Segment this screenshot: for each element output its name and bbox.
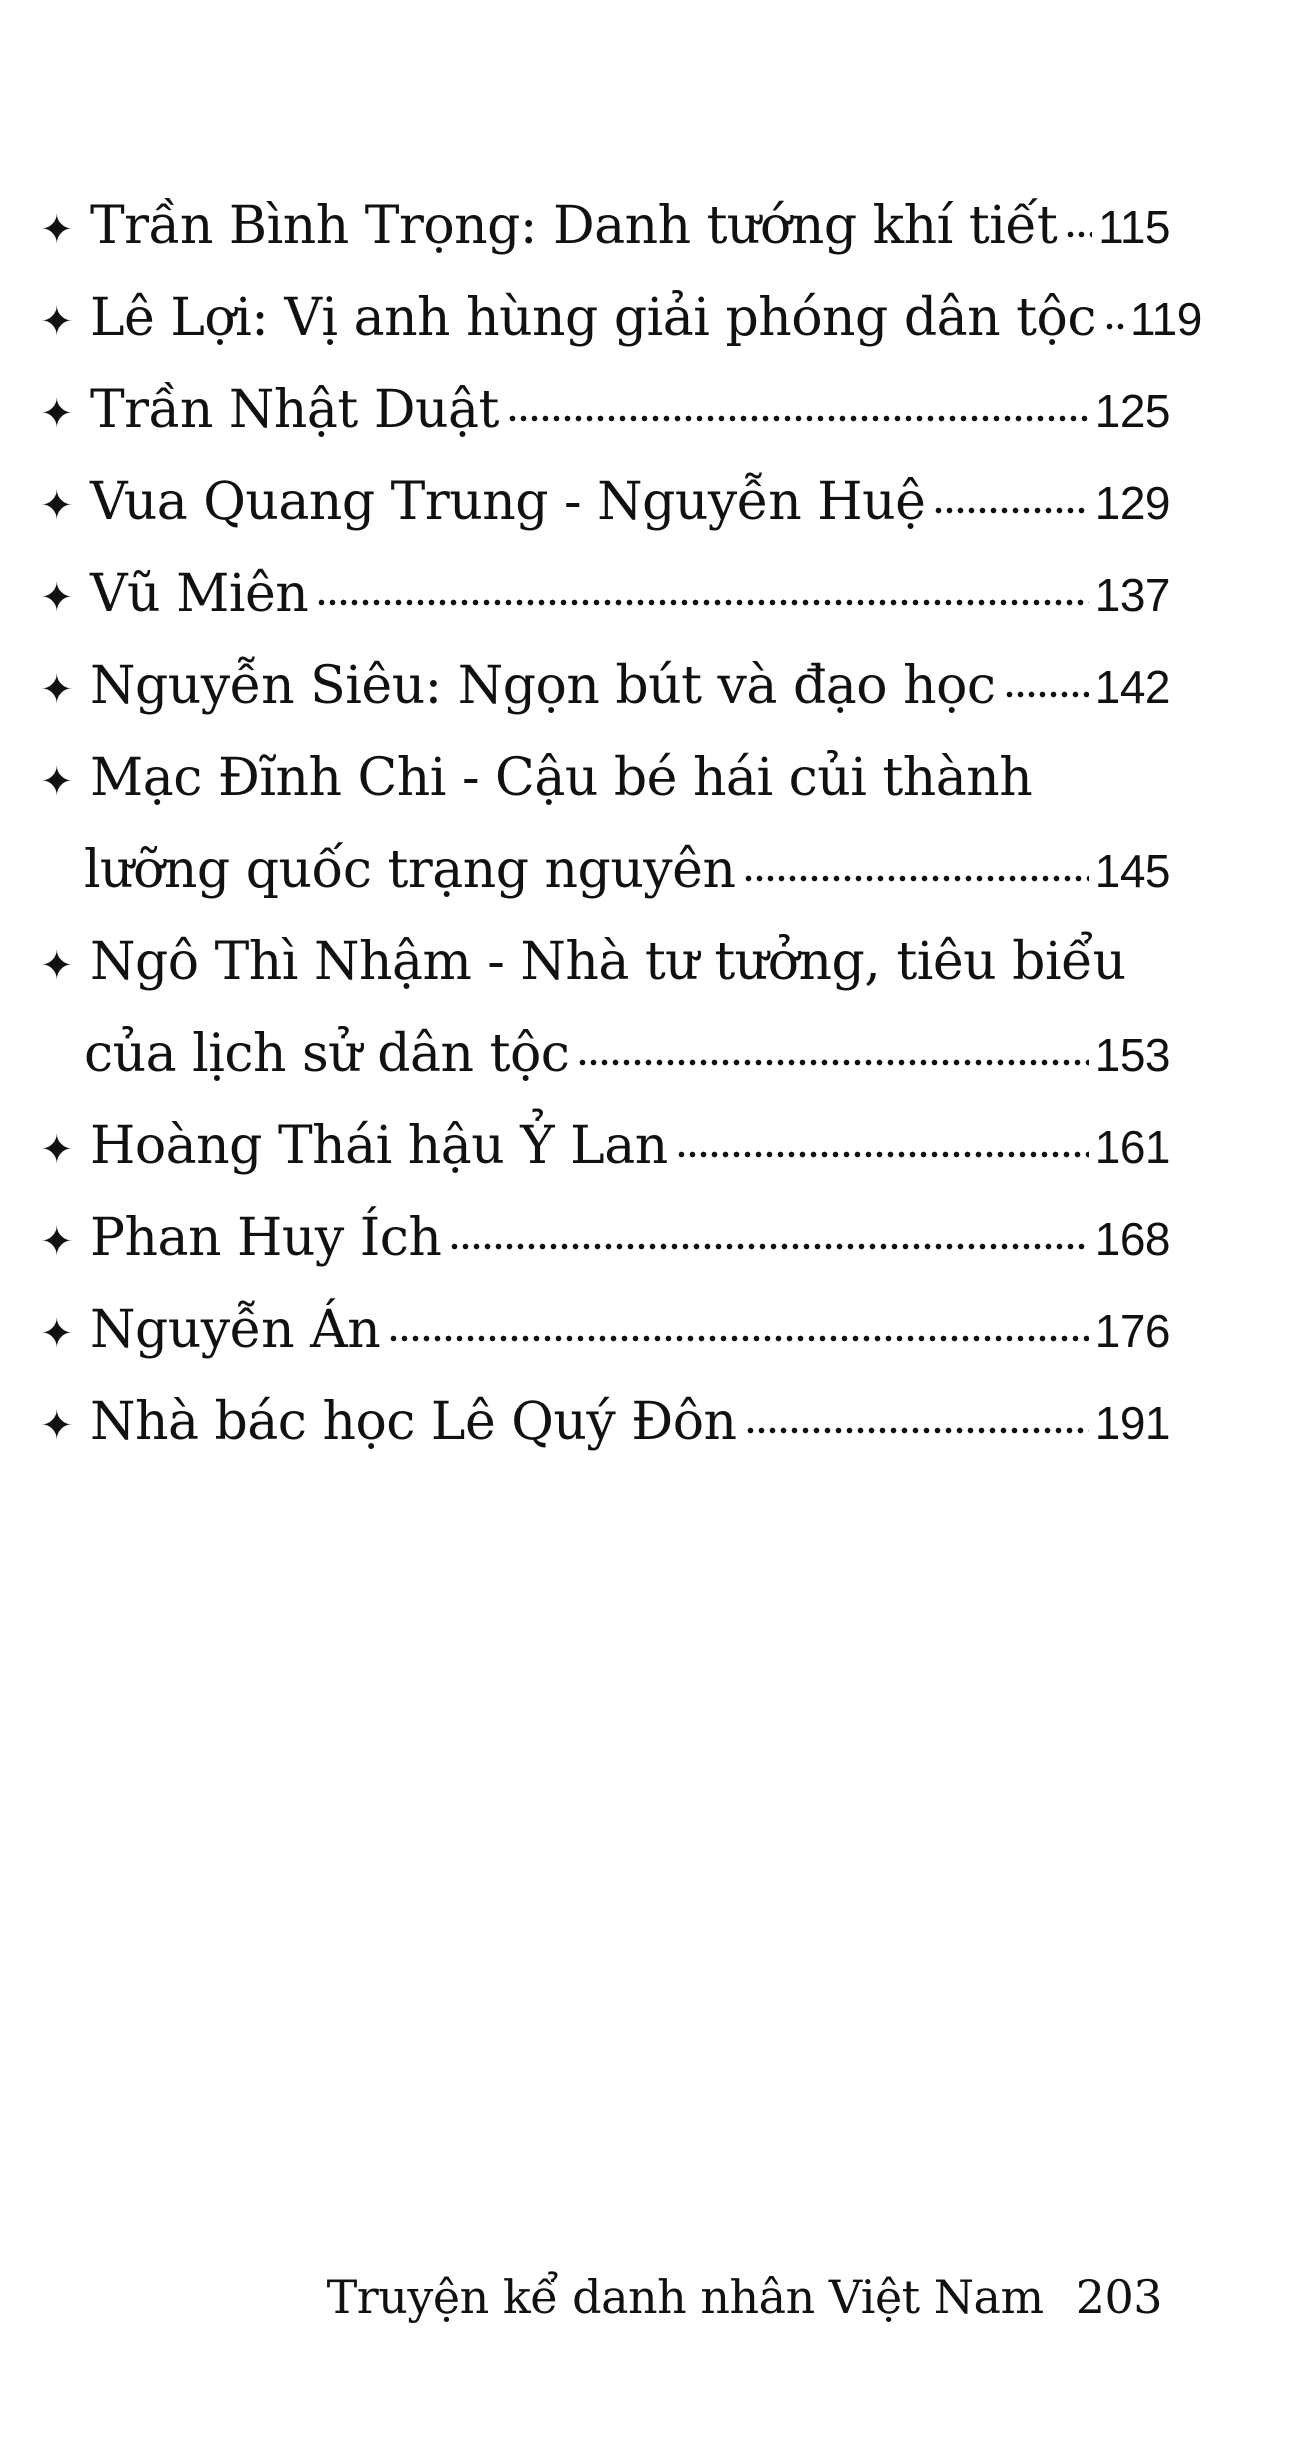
- four-point-star-icon: ✦: [40, 1403, 74, 1449]
- toc-entry-title: Vũ Miên: [90, 564, 309, 624]
- toc-entry-line: [40, 272, 1202, 364]
- toc-entry-line: [40, 1192, 1170, 1284]
- toc-entry-title: Vua Quang Trung - Nguyễn Huệ: [90, 472, 926, 532]
- toc-entry-page-number: 125: [1094, 385, 1170, 437]
- dot-leader: [676, 1143, 1089, 1163]
- four-point-star-icon: ✦: [40, 1311, 74, 1357]
- footer-book-title: Truyện kể danh nhân Việt Nam: [326, 2270, 1044, 2324]
- dot-leader: [1004, 683, 1089, 703]
- dot-leader: [1065, 223, 1092, 243]
- dot-leader: [316, 591, 1089, 611]
- toc-entry-page-number: 142: [1094, 661, 1170, 713]
- toc-entry-line: [40, 640, 1170, 732]
- toc-entry-title: của lịch sử dân tộc: [84, 1024, 570, 1084]
- four-point-star-icon: ✦: [40, 299, 74, 345]
- toc-entry-title: Mạc Đĩnh Chi - Cậu bé hái củi thành: [90, 748, 1033, 808]
- toc-entry-page-number: 129: [1094, 477, 1170, 529]
- four-point-star-icon: ✦: [40, 759, 74, 805]
- four-point-star-icon: ✦: [40, 575, 74, 621]
- toc-entry: [40, 916, 1170, 1100]
- toc-entry-title: lưỡng quốc trạng nguyên: [84, 840, 736, 900]
- table-of-contents: [40, 180, 1202, 1468]
- toc-entry-page-number: 176: [1094, 1305, 1170, 1357]
- toc-entry-title: Ngô Thì Nhậm - Nhà tư tưởng, tiêu biểu: [90, 932, 1126, 992]
- dot-leader: [507, 407, 1089, 427]
- four-point-star-icon: ✦: [40, 1219, 74, 1265]
- toc-entry: [40, 272, 1202, 364]
- toc-entry-line: [40, 364, 1170, 456]
- toc-entry-line: [40, 916, 1170, 1008]
- toc-entry-page-number: 137: [1094, 569, 1170, 621]
- toc-entry-title: Trần Bình Trọng: Danh tướng khí tiết: [90, 196, 1058, 256]
- dot-leader: [388, 1327, 1089, 1347]
- four-point-star-icon: ✦: [40, 391, 74, 437]
- toc-entry-title: Lê Lợi: Vị anh hùng giải phóng dân tộc: [90, 288, 1096, 348]
- dot-leader: [449, 1235, 1088, 1255]
- toc-entry-page-number: 153: [1094, 1029, 1170, 1081]
- toc-entry-line: [40, 548, 1170, 640]
- toc-entry-page-number: 191: [1094, 1397, 1170, 1449]
- toc-entry-page-number: 145: [1094, 845, 1170, 897]
- toc-entry-page-number: 168: [1094, 1213, 1170, 1265]
- toc-entry-line: [40, 732, 1170, 824]
- toc-entry-title: Trần Nhật Duật: [90, 380, 499, 440]
- toc-entry-page-number: 119: [1129, 293, 1202, 345]
- toc-entry-line: [40, 1100, 1170, 1192]
- toc-entry: [40, 640, 1170, 732]
- dot-leader: [577, 1051, 1088, 1071]
- toc-entry-title: Nguyễn Siêu: Ngọn bút và đạo học: [90, 656, 996, 716]
- toc-entry: [40, 1192, 1170, 1284]
- toc-entry: [40, 180, 1170, 272]
- toc-entry-page-number: 161: [1094, 1121, 1170, 1173]
- dot-leader: [1104, 315, 1124, 335]
- toc-entry: [40, 1100, 1170, 1192]
- toc-entry: [40, 1284, 1170, 1376]
- toc-entry-line: [40, 824, 1170, 916]
- toc-entry: [40, 364, 1170, 456]
- toc-entry-title: Phan Huy Ích: [90, 1208, 442, 1268]
- toc-entry-title: Nhà bác học Lê Quý Đôn: [90, 1392, 737, 1452]
- toc-entry-page-number: 115: [1098, 201, 1170, 253]
- dot-leader: [745, 1419, 1089, 1439]
- page-footer: [327, 2270, 1162, 2324]
- dot-leader: [743, 867, 1088, 887]
- toc-entry-title: Hoàng Thái hậu Ỷ Lan: [90, 1116, 668, 1176]
- toc-entry-line: [40, 1284, 1170, 1376]
- toc-entry-line: [40, 1376, 1170, 1468]
- four-point-star-icon: ✦: [40, 207, 74, 253]
- toc-entry: [40, 732, 1170, 916]
- toc-entry-title: Nguyễn Án: [90, 1300, 381, 1360]
- four-point-star-icon: ✦: [40, 667, 74, 713]
- four-point-star-icon: ✦: [40, 483, 74, 529]
- dot-leader: [933, 499, 1088, 519]
- toc-entry: [40, 456, 1170, 548]
- toc-entry: [40, 548, 1170, 640]
- four-point-star-icon: ✦: [40, 1127, 74, 1173]
- toc-entry-line: [40, 456, 1170, 548]
- four-point-star-icon: ✦: [40, 943, 74, 989]
- toc-entry-line: [40, 1008, 1170, 1100]
- toc-entry-line: [40, 180, 1170, 272]
- toc-entry: [40, 1376, 1170, 1468]
- footer-page-number: 203: [1075, 2270, 1162, 2324]
